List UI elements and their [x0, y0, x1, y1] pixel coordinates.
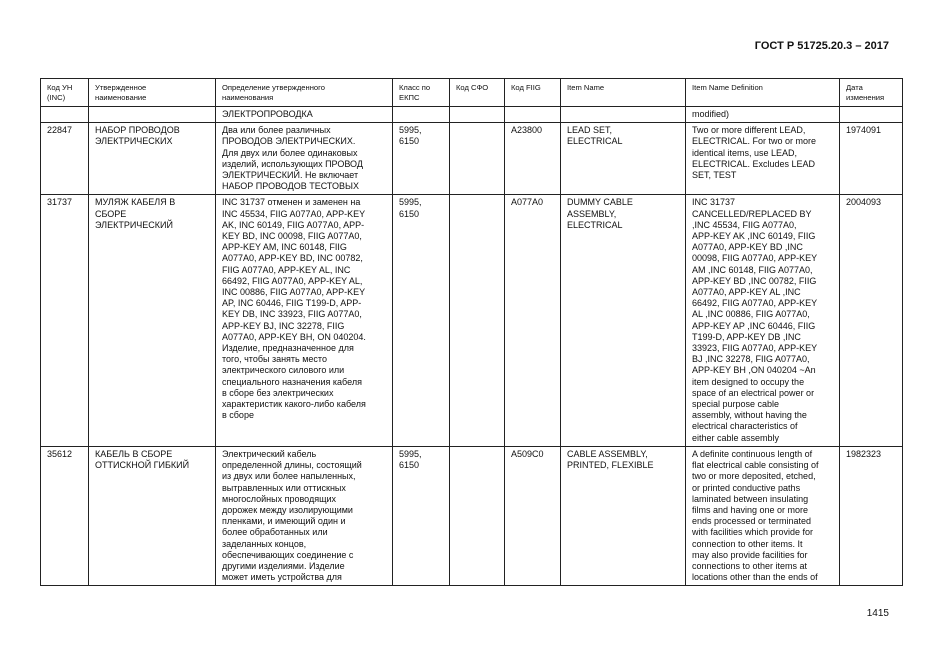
cell-date [840, 446, 903, 585]
cell-text: МУЛЯЖ КАБЕЛЯ В СБОРЕ ЭЛЕКТРИЧЕСКИЙ [95, 197, 176, 230]
table-row [41, 195, 903, 446]
cell-sfo [450, 123, 505, 195]
cell-text: 31737 [47, 197, 73, 208]
cell-text: 5995, 6150 [399, 197, 422, 219]
cell-item-name [561, 195, 686, 446]
cell-text: A23800 [511, 125, 543, 136]
cell-inc [41, 446, 89, 585]
column-header-label: Item Name [567, 83, 605, 92]
column-header-label: Дата изменения [846, 83, 885, 102]
cell-fiig [505, 107, 561, 123]
cell-text: Два или более различных ПРОВОДОВ ЭЛЕКТРИЧЕСКИХ. Для двух или более одинаковых изделий, использующих ПРОВОД ЭЛЕКТРИЧЕСКИЙ. Не включает НАБОР ПРОВОДОВ ТЕСТОВЫХ [222, 125, 363, 192]
cell-fiig [505, 195, 561, 446]
document-id: ГОСТ Р 51725.20.3 – 2017 [754, 40, 889, 52]
cell-definition [216, 123, 393, 195]
cell-fiig [505, 123, 561, 195]
cell-inc [41, 195, 89, 446]
column-header-label: Определение утвержденного наименования [222, 83, 325, 102]
cell-text: 35612 [47, 448, 73, 459]
cell-text: КАБЕЛЬ В СБОРЕ ОТТИСКНОЙ ГИБКИЙ [95, 448, 190, 471]
cell-text: LEAD SET, ELECTRICAL [567, 125, 623, 147]
column-header-label: Код СФО [456, 83, 489, 92]
cell-text: 5995, 6150 [399, 448, 422, 471]
column-header-name [89, 79, 216, 107]
cell-name [89, 195, 216, 446]
cell-ekps [393, 107, 450, 123]
table-row [41, 123, 903, 195]
column-header-label: Класс по ЕКПС [399, 83, 431, 102]
table-header-row [41, 79, 903, 107]
cell-text: НАБОР ПРОВОДОВ ЭЛЕКТРИЧЕСКИХ [95, 125, 180, 147]
column-header-item-name [561, 79, 686, 107]
column-header-label: Код УН (INC) [47, 83, 73, 102]
cell-text: Two or more different LEAD, ELECTRICAL. For two or more identical items, use LEAD, ELECTRICAL. Excludes LEAD SET, TEST [692, 125, 817, 181]
cell-item-name [561, 446, 686, 585]
cell-definition [216, 195, 393, 446]
cell-text: 2004093 [846, 197, 882, 208]
cell-text: ЭЛЕКТРОПРОВОДКА [222, 109, 313, 119]
cell-date [840, 123, 903, 195]
cell-item-name [561, 123, 686, 195]
column-header-label: Утвержденное наименование [95, 83, 147, 102]
cell-sfo [450, 446, 505, 585]
cell-text: 22847 [47, 125, 73, 136]
table-row-continuation [41, 107, 903, 123]
cell-name [89, 107, 216, 123]
cell-text: DUMMY CABLE ASSEMBLY, ELECTRICAL [567, 197, 633, 230]
column-header-label: Item Name Definition [692, 83, 763, 92]
cell-inc [41, 107, 89, 123]
cell-text: INC 31737 отменен и заменен на INC 45534, FIIG A077A0, APP-KEY AK, INC 60149, FIIG A077A0, APP- KEY BD, INC 00098, FIIG A077A0, APP-KEY AM, INC 60148, FIIG A077A0, APP-KEY BD, INC 00782, FIIG A077A0, APP-KEY AL, INC 66492, FIIG A077A0, APP-KEY AL, INC 00886, FIIG A077A0, APP-KEY AP, INC 60446, FIIG T199-D, APP- KEY DB, INC 33923, FIIG A077A0, APP-KEY BJ, INC 32278, FIIG A077A0, APP-KEY BH, ON 040204. Изделие, предназначенное для того, чтобы занять место электрического силового или специального назначения кабеля в сборе без электрических характеристик какого-либо кабеля в сборе [222, 197, 366, 421]
cell-sfo [450, 107, 505, 123]
cell-text: 1974091 [846, 125, 882, 136]
column-header-ekps [393, 79, 450, 107]
cell-date [840, 195, 903, 446]
column-header-item-definition [686, 79, 840, 107]
cell-ekps [393, 195, 450, 446]
cell-name [89, 446, 216, 585]
document-header [755, 40, 889, 52]
page-number-text: 1415 [866, 608, 889, 619]
cell-text: A077A0 [511, 197, 544, 208]
cell-ekps [393, 123, 450, 195]
cell-text: A definite continuous length of flat electrical cable consisting of two or more deposited, etched, or printed conductive paths laminated between insulating films and having one or more ends processed or terminated with facilities which provide for connection to other items. It may also provide facilities for connections to other items at locations other than the ends of [692, 448, 819, 583]
cell-item-definition [686, 195, 840, 446]
page-number [867, 608, 889, 619]
cell-text: 5995, 6150 [399, 125, 422, 147]
cell-inc [41, 123, 89, 195]
cell-item-definition [686, 446, 840, 585]
cell-item-definition [686, 107, 840, 123]
cell-ekps [393, 446, 450, 585]
catalog-table [40, 78, 903, 586]
column-header-sfo [450, 79, 505, 107]
cell-item-name [561, 107, 686, 123]
cell-text: Электрический кабель определенной длины, состоящий из двух или более напыленных, вытравленных или оттискных многослойных проводящих дорожек между изолирующими пленками, и имеющий один и более обработанных или заделанных концов, обеспечивающих соединение с другими изделиями. Изделие может иметь устройства для [222, 448, 362, 583]
cell-name [89, 123, 216, 195]
cell-text: INC 31737 CANCELLED/REPLACED BY ,INC 45534, FIIG A077A0, APP-KEY AK ,INC 60149, FIIG A077A0, APP-KEY BD ,INC 00098, FIIG A077A0, APP-KEY AM ,INC 60148, FIIG A077A0, APP-KEY BD ,INC 00782, FIIG A077A0, APP-KEY AL ,INC 66492, FIIG A077A0, APP-KEY AL ,INC 00886, FIIG A077A0, APP-KEY AP ,INC 60446, FIIG T199-D, APP-KEY DB ,INC 33923, FIIG A077A0, APP-KEY BJ ,INC 32278, FIIG A077A0, APP-KEY BH ,ON 040204 ~An item designed to occupy the space of an electrical power or special purpose cable assembly, without having the electrical characteristics of either cable assembly [692, 197, 818, 443]
cell-definition [216, 107, 393, 123]
column-header-inc [41, 79, 89, 107]
cell-fiig [505, 446, 561, 585]
cell-item-definition [686, 123, 840, 195]
cell-text: CABLE ASSEMBLY, PRINTED, FLEXIBLE [567, 448, 654, 471]
cell-date [840, 107, 903, 123]
column-header-date [840, 79, 903, 107]
cell-text: A509C0 [511, 448, 544, 459]
table-row [41, 446, 903, 585]
cell-definition [216, 446, 393, 585]
column-header-definition [216, 79, 393, 107]
cell-text: modified) [692, 109, 730, 119]
column-header-fiig [505, 79, 561, 107]
cell-sfo [450, 195, 505, 446]
cell-text: 1982323 [846, 448, 882, 459]
column-header-label: Код FIIG [511, 83, 541, 92]
